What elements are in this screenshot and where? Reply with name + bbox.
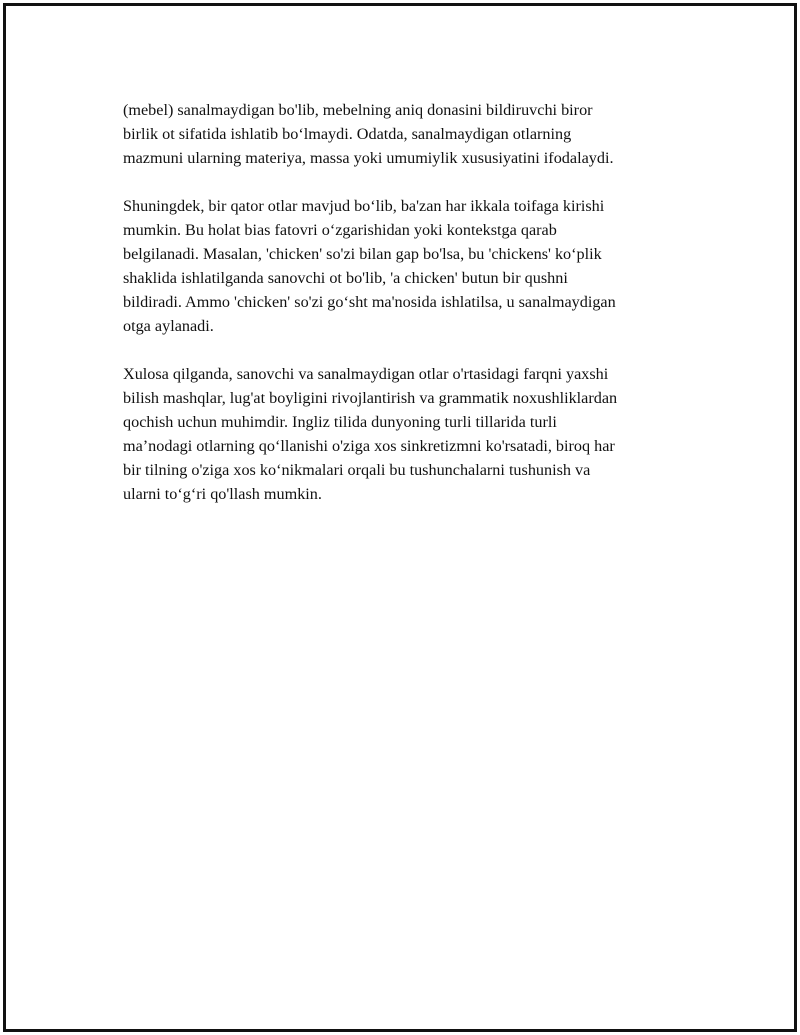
text-line: Xulosa qilganda, sanovchi va sanalmaydigan otlar o'rtasidagi farqni yaxshi [123, 365, 609, 383]
text-line: mazmuni ularning materiya, massa yoki umumiylik xususiyatini ifodalaydi. [123, 149, 614, 167]
text-line: birlik ot sifatida ishlatib bo‘lmaydi. Odatda, sanalmaydigan otlarning [123, 125, 572, 143]
page-border [3, 3, 797, 1032]
paragraph-1 [123, 98, 693, 170]
text-line: bir tilning o'ziga xos ko‘nikmalari orqali bu tushunchalarni tushunish va [123, 461, 591, 479]
text-line: Shuningdek, bir qator otlar mavjud bo‘lib, ba'zan har ikkala toifaga kirishi [123, 197, 605, 215]
text-line: otga aylanadi. [123, 317, 214, 335]
text-line: bilish mashqlar, lug'at boyligini rivojlantirish va grammatik noxushliklardan [123, 389, 618, 407]
text-line: shaklida ishlatilganda sanovchi ot bo'lib, 'a chicken' butun bir qushni [123, 269, 568, 287]
text-line: qochish uchun muhimdir. Ingliz tilida dunyoning turli tillarida turli [123, 413, 557, 431]
document-body [123, 98, 693, 530]
text-line: belgilanadi. Masalan, 'chicken' so'zi bilan gap bo'lsa, bu 'chickens' ko‘plik [123, 245, 602, 263]
text-line: mumkin. Bu holat bias fatovri o‘zgarishidan yoki kontekstga qarab [123, 221, 557, 239]
text-line: bildiradi. Ammo 'chicken' so'zi go‘sht ma'nosida ishlatilsa, u sanalmaydigan [123, 293, 616, 311]
text-line: (mebel) sanalmaydigan bo'lib, mebelning aniq donasini bildiruvchi biror [123, 101, 593, 119]
text-line: ularni to‘g‘ri qo'llash mumkin. [123, 485, 322, 503]
text-line: ma’nodagi otlarning qo‘llanishi o'ziga xos sinkretizmni ko'rsatadi, biroq har [123, 437, 615, 455]
paragraph-2 [123, 194, 693, 338]
paragraph-3 [123, 362, 693, 506]
